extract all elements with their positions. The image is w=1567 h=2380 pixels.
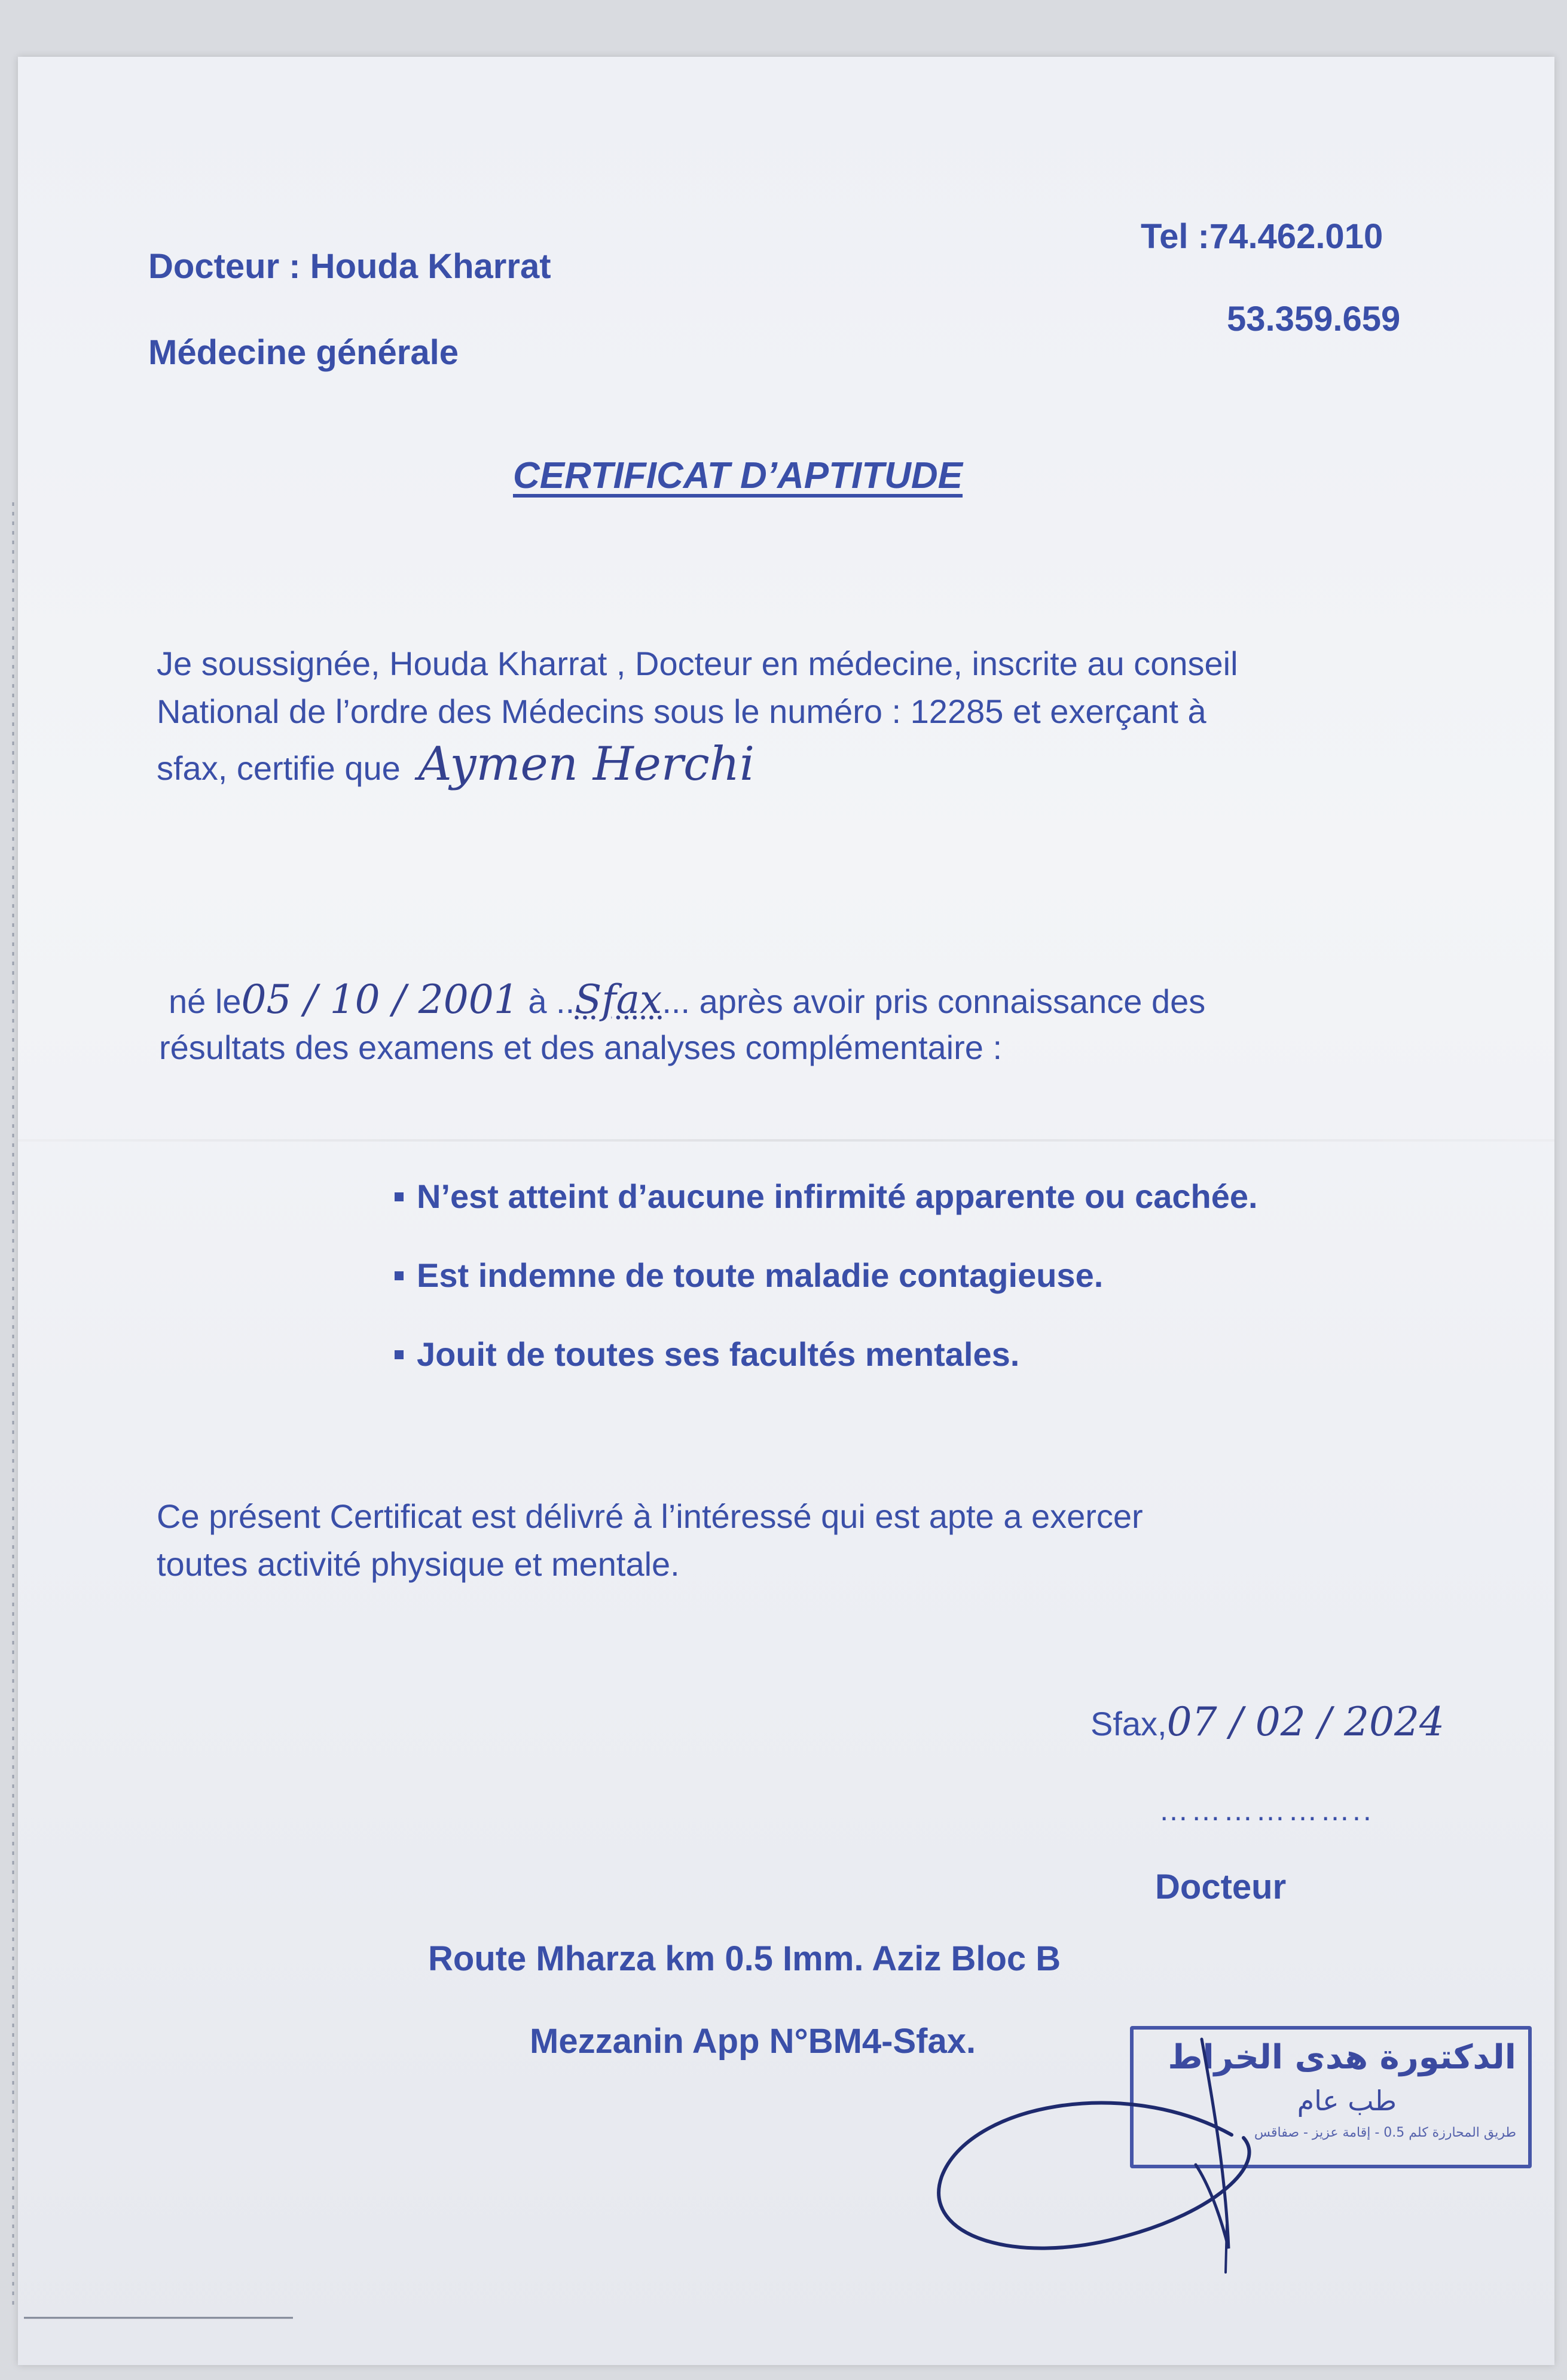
doctor-specialty: Médecine générale bbox=[148, 333, 459, 372]
certificate-title: CERTIFICAT D’APTITUDE bbox=[513, 455, 963, 496]
address-line-2: Mezzanin App N°BM4-Sfax. bbox=[530, 2022, 976, 2061]
birth-prefix: né le bbox=[169, 982, 242, 1020]
bullet-item-3: Jouit de toutes ses facultés mentales. bbox=[395, 1335, 1019, 1374]
doctor-phone: Tel :74.462.010 bbox=[1141, 217, 1383, 256]
birth-a: à .. bbox=[528, 982, 575, 1020]
signature-role: Docteur bbox=[1155, 1868, 1287, 1906]
intro-line-2: National de l’ordre des Médecins sous le numéro : 12285 et exerçant à bbox=[157, 692, 1206, 730]
birth-place-handwritten: Sfax bbox=[575, 977, 662, 1023]
intro-line-1: Je soussignée, Houda Kharrat , Docteur en médecine, inscrite au conseil bbox=[157, 645, 1238, 682]
stamp-line-3: طريق المحارزة كلم 0.5 - إقامة عزيز - صفاقس bbox=[1254, 2125, 1516, 2140]
signature-date-handwritten: 07 / 02 / 2024 bbox=[1166, 1699, 1444, 1745]
doctor-phone-2: 53.359.659 bbox=[1227, 300, 1401, 338]
signature-place: Sfax, bbox=[1091, 1705, 1167, 1743]
bullet-item-1: N’est atteint d’aucune infirmité apparente ou cachée. bbox=[395, 1177, 1258, 1216]
conclusion-line-2: toutes activité physique et mentale. bbox=[157, 1545, 680, 1583]
birth-line-2: résultats des examens et des analyses complémentaire : bbox=[159, 1029, 1003, 1066]
address-line-1: Route Mharza km 0.5 Imm. Aziz Bloc B bbox=[428, 1939, 1061, 1978]
stamp-line-1: الدكتورة هدى الخراط bbox=[1168, 2038, 1516, 2077]
intro-line-3-prefix: sfax, certifie que bbox=[157, 749, 401, 787]
bullet-item-2: Est indemne de toute maladie contagieuse. bbox=[395, 1256, 1103, 1295]
conclusion-line-1: Ce présent Certificat est délivré à l’intéressé qui est apte a exercer bbox=[157, 1497, 1143, 1535]
stamp-line-2: طب عام bbox=[1297, 2085, 1397, 2117]
doctor-name: Docteur : Houda Kharrat bbox=[148, 247, 551, 286]
birth-date-handwritten: 05 / 10 / 2001 bbox=[241, 977, 519, 1023]
patient-name-handwritten: Aymen Herchi bbox=[418, 737, 755, 791]
signature-dots: ……………….. bbox=[1159, 1793, 1374, 1827]
birth-suffix: ... après avoir pris connaissance des bbox=[662, 982, 1206, 1020]
